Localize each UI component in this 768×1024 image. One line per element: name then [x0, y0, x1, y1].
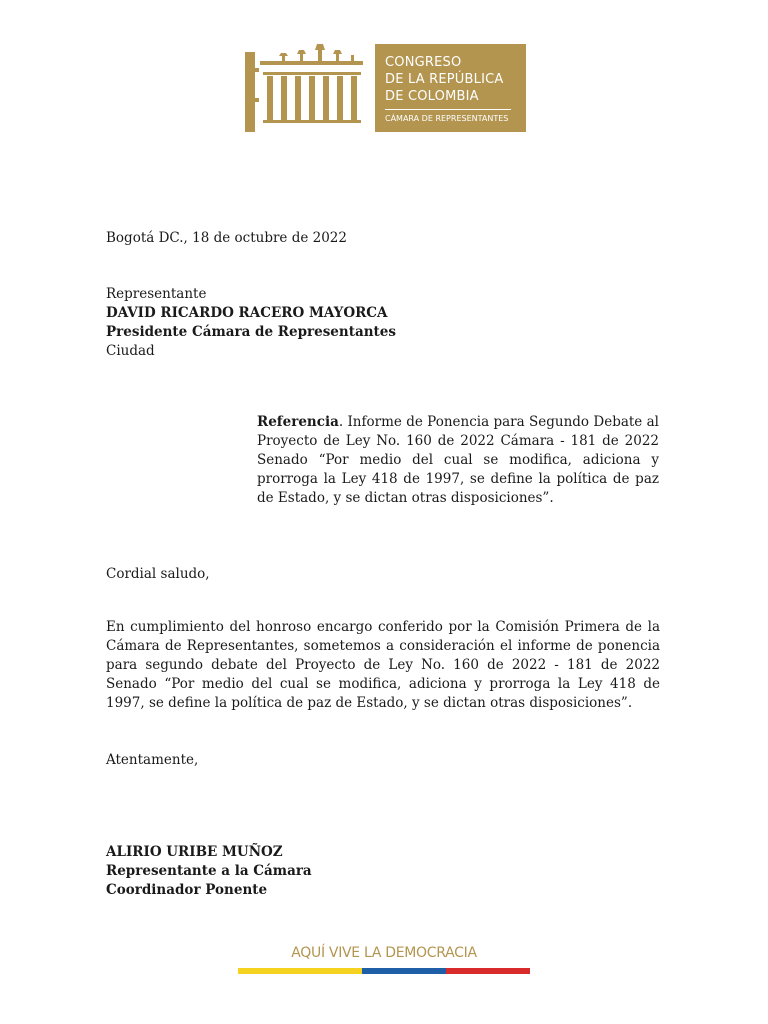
logo-line-1: CONGRESO — [385, 55, 462, 70]
logo-text-box — [375, 44, 526, 132]
letter-date: Bogotá DC., 18 de octubre de 2022 — [106, 230, 347, 246]
congress-logo — [245, 44, 526, 132]
logo-line-2: DE LA REPÚBLICA — [385, 72, 504, 87]
recipient-role: Representante — [106, 286, 207, 302]
logo-subtitle: CÁMARA DE REPRESENTANTES — [385, 109, 511, 126]
signature-line-2: Coordinador Ponente — [106, 882, 268, 898]
recipient-city: Ciudad — [106, 343, 155, 359]
signature-name: ALIRIO URIBE MUÑOZ — [106, 844, 283, 860]
signature-line-1: Representante a la Cámara — [106, 863, 312, 879]
logo-line-3: DE COLOMBIA — [385, 89, 479, 104]
recipient-name: DAVID RICARDO RACERO MAYORCA — [106, 305, 388, 321]
footer-flag-bar — [238, 968, 530, 974]
capitol-building-icon — [245, 44, 375, 132]
greeting: Cordial saludo, — [106, 566, 210, 582]
recipient-title: Presidente Cámara de Representantes — [106, 324, 396, 340]
flag-blue-segment — [362, 968, 446, 974]
flag-yellow-segment — [238, 968, 362, 974]
footer-slogan: AQUÍ VIVE LA DEMOCRACIA — [291, 945, 477, 961]
flag-red-segment — [446, 968, 530, 974]
closing: Atentamente, — [106, 752, 199, 768]
letter-body: En cumplimiento del honroso encargo conferido por la Comisión Primera de la Cámara de Representantes, sometemos a consideración el informe de ponencia para segundo debate del Proyecto de Ley No. 160 de 2022 - 181 de 2022 Senado “Por medio del cual se modifica, adiciona y prorroga la Ley 418 de 1997, se define la política de paz de Estado, y se dictan otras disposiciones”. — [106, 619, 660, 711]
reference-text: . Informe de Ponencia para Segundo Debate al Proyecto de Ley No. 160 de 2022 Cámara - 181 de 2022 Senado “Por medio del cual se modifica, adiciona y prorroga la Ley 418 de 1997, se define la política de paz de Estado, y se dictan otras disposiciones”. — [257, 414, 659, 506]
reference-label: Referencia — [257, 414, 339, 430]
reference-block — [257, 413, 659, 508]
